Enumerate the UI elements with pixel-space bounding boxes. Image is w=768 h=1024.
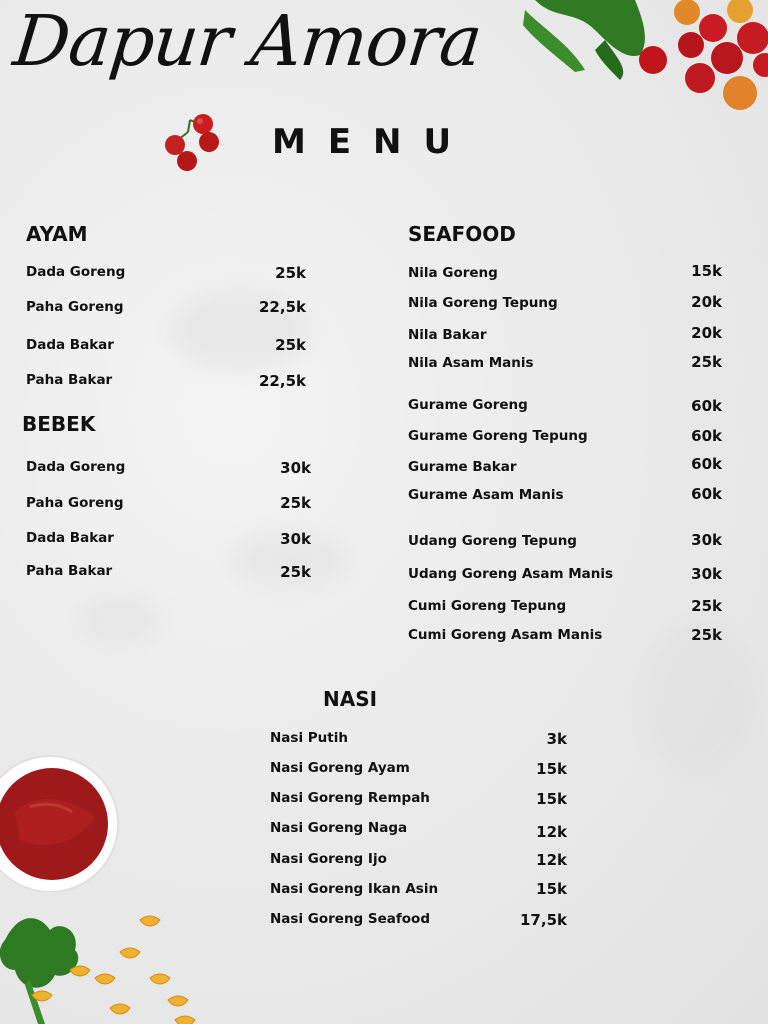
menu-item-price: 25k (691, 353, 722, 371)
parsley-macaroni-decoration (0, 900, 210, 1024)
menu-item-name: Nasi Goreng Ijo (270, 851, 387, 867)
section-title-bebek: BEBEK (22, 412, 96, 436)
menu-item-price: 25k (691, 626, 722, 644)
menu-item-name: Gurame Goreng Tepung (408, 428, 588, 444)
menu-item-price: 60k (691, 485, 722, 503)
menu-item-price: 25k (280, 494, 311, 512)
menu-item-price: 30k (691, 565, 722, 583)
menu-item-price: 22,5k (259, 298, 306, 316)
menu-item-name: Udang Goreng Tepung (408, 533, 577, 549)
menu-item-name: Nila Goreng Tepung (408, 295, 558, 311)
menu-item-price: 25k (280, 563, 311, 581)
menu-item-name: Gurame Bakar (408, 459, 517, 475)
menu-item-name: Paha Goreng (26, 299, 124, 315)
menu-item-price: 3k (546, 730, 567, 748)
menu-item-name: Paha Bakar (26, 563, 113, 579)
menu-item-name: Nasi Goreng Seafood (270, 911, 430, 927)
menu-item-name: Gurame Goreng (408, 397, 528, 413)
menu-item-price: 15k (536, 880, 567, 898)
section-title-nasi: NASI (323, 687, 378, 711)
section-title-seafood: SEAFOOD (408, 222, 516, 246)
tomato-sauce-bowl-decoration (0, 752, 120, 892)
menu-item-price: 30k (691, 531, 722, 549)
menu-item-name: Cumi Goreng Tepung (408, 598, 567, 614)
menu-item-price: 30k (280, 530, 311, 548)
menu-item-name: Cumi Goreng Asam Manis (408, 627, 603, 643)
menu-item-price: 60k (691, 397, 722, 415)
brand-logo-text: Dapur Amora (9, 0, 486, 82)
menu-item-name: Dada Bakar (26, 337, 114, 353)
menu-item-name: Dada Goreng (26, 264, 126, 280)
cherry-tomatoes-decoration (160, 112, 226, 174)
menu-item-name: Nasi Goreng Naga (270, 820, 408, 836)
menu-item-name: Nasi Goreng Rempah (270, 790, 430, 806)
section-title-ayam: AYAM (26, 222, 88, 246)
menu-item-name: Nila Goreng (408, 265, 498, 281)
menu-item-name: Paha Goreng (26, 495, 124, 511)
menu-item-price: 25k (275, 264, 306, 282)
menu-item-price: 60k (691, 427, 722, 445)
menu-item-price: 15k (536, 760, 567, 778)
menu-item-price: 15k (536, 790, 567, 808)
menu-item-price: 12k (536, 851, 567, 869)
menu-item-name: Nila Bakar (408, 327, 487, 343)
menu-item-price: 60k (691, 455, 722, 473)
menu-item-name: Nasi Putih (270, 730, 348, 746)
menu-item-price: 22,5k (259, 372, 306, 390)
menu-item-price: 15k (691, 262, 722, 280)
menu-item-name: Udang Goreng Asam Manis (408, 566, 614, 582)
menu-item-price: 12k (536, 823, 567, 841)
menu-item-price: 17,5k (520, 911, 567, 929)
menu-item-price: 20k (691, 324, 722, 342)
menu-item-name: Dada Goreng (26, 459, 126, 475)
menu-item-name: Nila Asam Manis (408, 355, 534, 371)
menu-item-name: Dada Bakar (26, 530, 114, 546)
menu-item-name: Paha Bakar (26, 372, 113, 388)
menu-item-price: 25k (691, 597, 722, 615)
menu-item-price: 25k (275, 336, 306, 354)
menu-item-price: 30k (280, 459, 311, 477)
menu-item-name: Nasi Goreng Ayam (270, 760, 410, 776)
vegetables-top-right-decoration (515, 0, 768, 115)
menu-item-price: 20k (691, 293, 722, 311)
menu-title: MENU (272, 122, 474, 162)
menu-item-name: Gurame Asam Manis (408, 487, 564, 503)
menu-item-name: Nasi Goreng Ikan Asin (270, 881, 439, 897)
